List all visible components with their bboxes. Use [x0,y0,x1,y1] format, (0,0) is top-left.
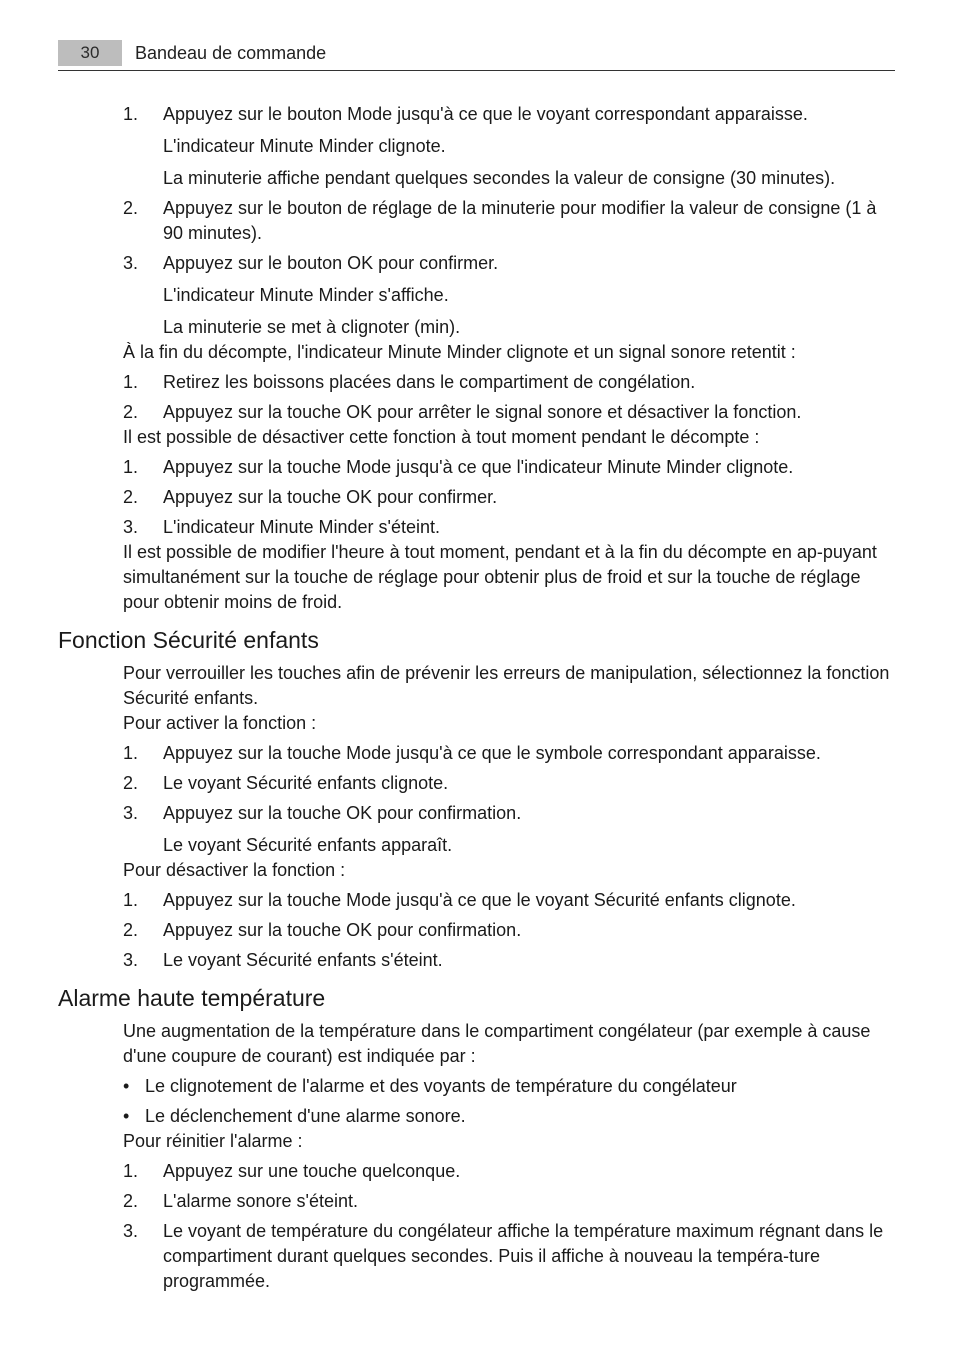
paragraph: Une augmentation de la température dans le compartiment congélateur (par exemple à cause d'une coupure de courant) est indiquée par : [123,1021,871,1066]
paragraph: Pour réinitier l'alarme : [123,1131,303,1151]
list-item: 2. Le voyant Sécurité enfants clignote. [123,773,449,793]
step-note: Le voyant Sécurité enfants apparaît. [163,835,453,855]
header-divider [58,70,895,71]
list-item: 1. Appuyez sur une touche quelconque. [123,1161,461,1181]
paragraph: À la fin du décompte, l'indicateur Minute Minder clignote et un signal sonore retentit : [123,342,796,362]
list-item: 1. Appuyez sur le bouton Mode jusqu'à ce que le voyant correspondant apparaisse. [123,104,808,124]
paragraph: Pour verrouiller les touches afin de prévenir les erreurs de manipulation, sélectionnez la fonction Sécurité enfants. [123,663,890,708]
page-number: 30 [58,40,122,66]
bullet-item: • Le clignotement de l'alarme et des voyants de température du congélateur [58,1074,898,1099]
page-content [58,102,898,1294]
paragraph: Pour activer la fonction : [123,713,317,733]
list-item: 1. Retirez les boissons placées dans le compartiment de congélation. [123,372,696,392]
list-item: 1. Appuyez sur la touche Mode jusqu'à ce que l'indicateur Minute Minder clignote. [123,457,794,477]
step-note: La minuterie affiche pendant quelques secondes la valeur de consigne (30 minutes). [163,168,836,188]
list-item: 3. Le voyant Sécurité enfants s'éteint. [123,950,443,970]
list-item: 1. Appuyez sur la touche Mode jusqu'à ce que le voyant Sécurité enfants clignote. [123,890,796,910]
list-item: 2. Appuyez sur la touche OK pour confirmer. [123,487,498,507]
list-item: 3. L'indicateur Minute Minder s'éteint. [123,517,441,537]
step-note: L'indicateur Minute Minder s'affiche. [163,285,449,305]
paragraph: Il est possible de désactiver cette fonction à tout moment pendant le décompte : [123,427,760,447]
step-note: La minuterie se met à clignoter (min). [163,317,461,337]
section-heading: Alarme haute température [58,985,326,1011]
list-item: 1. Appuyez sur la touche Mode jusqu'à ce que le symbole correspondant apparaisse. [123,743,821,763]
section-heading: Fonction Sécurité enfants [58,627,319,653]
step-note: L'indicateur Minute Minder clignote. [163,136,446,156]
list-item: 2. Appuyez sur la touche OK pour confirmation. [123,920,522,940]
list-item: 3. Appuyez sur la touche OK pour confirmation. [123,803,522,823]
list-item: 2. Appuyez sur la touche OK pour arrêter le signal sonore et désactiver la fonction. [123,402,802,422]
paragraph: Il est possible de modifier l'heure à tout moment, pendant et à la fin du décompte en ap-puyant simultanément sur la touche de réglage pour obtenir plus de froid et sur la touche de réglage pour obtenir moins de froid. [123,542,877,612]
list-item: 3. Appuyez sur le bouton OK pour confirmer. [123,253,499,273]
list-item: 3. Le voyant de température du congélateur affiche la température maximum régnant dans le compartiment durant quelques secondes. Puis il affiche à nouveau la tempéra-ture programmée. [123,1221,884,1291]
list-item: 2. Appuyez sur le bouton de réglage de la minuterie pour modifier la valeur de consigne (1 à 90 minutes). [123,198,877,243]
bullet-icon: • [123,1106,130,1126]
bullet-item: • Le déclenchement d'une alarme sonore. [58,1104,898,1129]
bullet-icon: • [123,1076,130,1096]
page-header [58,40,895,70]
running-section-title: Bandeau de commande [135,43,327,63]
paragraph: Pour désactiver la fonction : [123,860,346,880]
list-item: 2. L'alarme sonore s'éteint. [123,1191,358,1211]
